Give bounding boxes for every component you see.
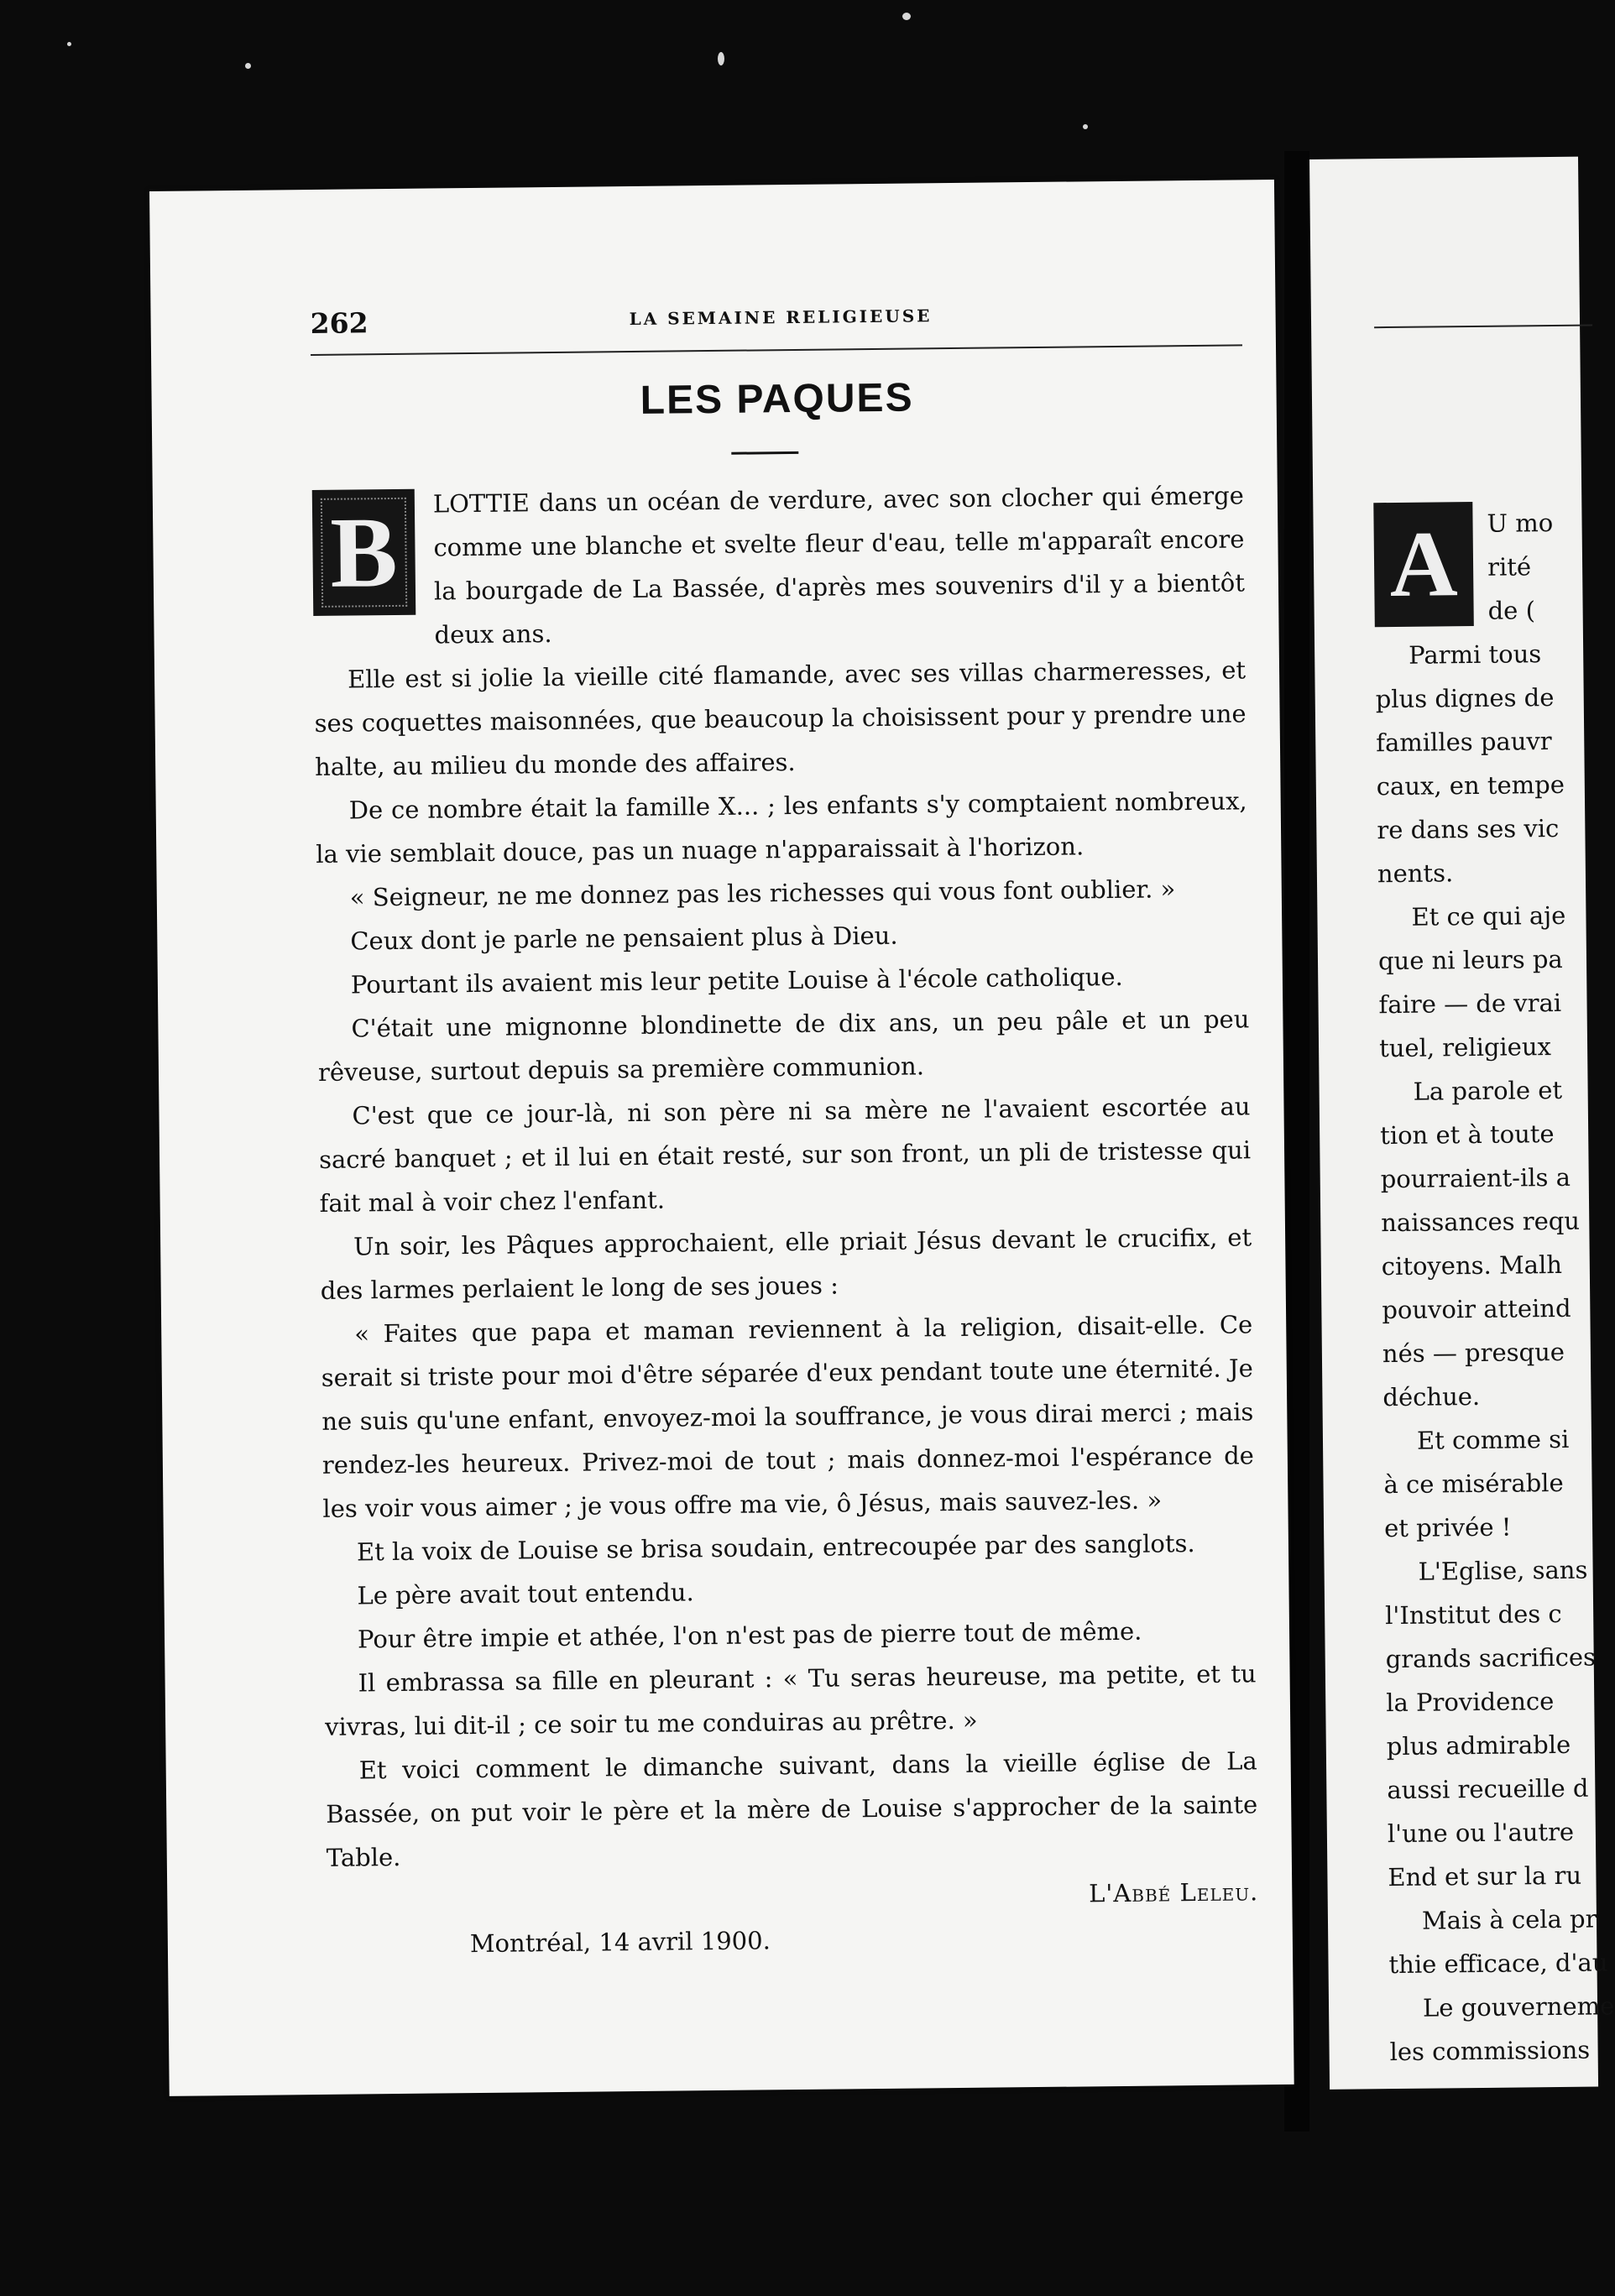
- adjacent-line: pourraient-ils a: [1380, 1162, 1571, 1194]
- adjacent-line: Parmi tous: [1409, 639, 1542, 670]
- paragraph: De ce nombre était la famille X... ; les enfants s'y comptaient nombreux, la vie semblait douce, pas un nuage n'apparaissait à l'horizon.: [316, 786, 1247, 869]
- adjacent-line: Et comme si: [1416, 1424, 1570, 1455]
- adjacent-line: nents.: [1377, 858, 1454, 889]
- paragraph: Pourtant ils avaient mis leur petite Louise à l'école catholique.: [350, 962, 1123, 999]
- paragraph: Et voici comment le dimanche suivant, dans la vieille église de La Bassée, on put voir le père et la mère de Louise s'approcher de la sainte Table.: [326, 1746, 1258, 1872]
- adjacent-line: thie efficace, d'au: [1388, 1948, 1608, 1980]
- adjacent-line: Et ce qui aje: [1411, 900, 1566, 931]
- paragraph: Pour être impie et athée, l'on n'est pas de pierre tout de même.: [357, 1616, 1142, 1654]
- scan-speck: [902, 13, 911, 20]
- running-title: LA SEMAINE RELIGIEUSE: [629, 305, 933, 330]
- paragraph: Et la voix de Louise se brisa soudain, entrecoupée par des sanglots.: [356, 1529, 1195, 1567]
- scanned-page: [149, 180, 1294, 2096]
- adjacent-line: de (: [1487, 596, 1536, 625]
- adjacent-page: [1309, 157, 1615, 2090]
- paragraph: C'est que ce jour-là, ni son père ni sa mère ne l'avaient escortée au sacré banquet ; et il lui en était resté, sur son front, un pli de tristesse qui fait mal à voir chez l'enfant.: [318, 1092, 1252, 1218]
- scan-speck: [1083, 124, 1088, 129]
- scan-speck: [67, 42, 71, 46]
- adjacent-line: aussi recueille d: [1387, 1773, 1589, 1805]
- adjacent-line: et privée !: [1383, 1512, 1512, 1543]
- drop-cap: [312, 489, 416, 616]
- adjacent-line: les commissions: [1389, 2035, 1591, 2067]
- paragraph: Elle est si jolie la vieille cité flamande, avec ses villas charmeresses, et ses coquettes maisonnées, que beaucoup la choisissent pour y prendre une halte, au milieu du monde des affaires.: [314, 655, 1247, 781]
- adjacent-line: La parole et: [1413, 1075, 1563, 1106]
- article-body: [312, 473, 1259, 1967]
- adjacent-line: déchue.: [1382, 1381, 1481, 1412]
- adjacent-header-rule: [1374, 324, 1592, 328]
- adjacent-line: re dans ses vic: [1377, 813, 1560, 845]
- dateline: Montréal, 14 avril 1900.: [469, 1926, 771, 1959]
- article-title: LES PAQUES: [640, 375, 914, 423]
- adjacent-line: U mo: [1487, 508, 1554, 538]
- adjacent-line: grands sacrifices: [1385, 1642, 1597, 1674]
- scan-speck: [718, 52, 724, 65]
- paragraph: C'était une mignonne blondinette de dix ans, un peu pâle et un peu rêveuse, surtout depuis sa première communion.: [317, 1004, 1250, 1087]
- adjacent-line: familles pauvr: [1376, 727, 1552, 758]
- header-rule: [311, 344, 1242, 356]
- adjacent-line: Le gouverneme: [1422, 1991, 1615, 2022]
- adjacent-line: l'Institut des c: [1384, 1599, 1562, 1631]
- adjacent-line: pouvoir atteind: [1382, 1293, 1571, 1325]
- adjacent-drop-cap: A: [1373, 502, 1474, 627]
- adjacent-line: L'Eglise, sans: [1418, 1555, 1588, 1586]
- adjacent-line: que ni leurs pa: [1377, 944, 1563, 976]
- paragraph: « Faites que papa et maman reviennent à la religion, disait-elle. Ce serait si triste pour moi d'être séparée d'eux pendant toute une éternité. Je ne suis qu'une enfant, envoyez-moi la souffrance, je vous dirai merci ; mais rendez-les heureux. Privez-moi de tout ; mais donnez-moi l'espérance de les voir vous aimer ; je vous offre ma vie, ô Jésus, mais sauvez-les. »: [321, 1310, 1255, 1523]
- adjacent-line: faire — de vrai: [1378, 988, 1562, 1020]
- page-header: [310, 297, 1241, 341]
- paragraph: Il embrassa sa fille en pleurant : « Tu seras heureuse, ma petite, et tu vivras, lui dit-il ; ce soir tu me conduiras au prêtre. »: [324, 1659, 1257, 1741]
- paragraph: LOTTIE dans un océan de verdure, avec son clocher qui émerge comme une blanche et svelte fleur d'eau, telle m'apparaît encore la bourgade de La Bassée, d'après mes souvenirs d'il y a bientôt deux ans.: [432, 481, 1246, 650]
- paragraph: « Seigneur, ne me donnez pas les richesses qui vous font oublier. »: [349, 874, 1176, 912]
- paragraph: Ceux dont je parle ne pensaient plus à Dieu.: [350, 921, 898, 956]
- adjacent-line: nés — presque: [1382, 1337, 1565, 1369]
- adjacent-line: à ce misérable: [1383, 1468, 1564, 1500]
- adjacent-line: la Providence: [1386, 1687, 1555, 1718]
- paragraph: Un soir, les Pâques approchaient, elle priait Jésus devant le crucifix, et des larmes perlaient le long de ses joues :: [320, 1223, 1252, 1305]
- adjacent-line: citoyens. Malh: [1381, 1250, 1563, 1281]
- adjacent-line: Mais à cela pr: [1421, 1904, 1597, 1935]
- adjacent-line: tion et à toute: [1380, 1119, 1555, 1151]
- scan-speck: [245, 63, 251, 69]
- drop-cap-letter: B: [329, 495, 399, 608]
- adjacent-page-text: [1373, 501, 1615, 2074]
- adjacent-line: caux, en tempe: [1376, 770, 1565, 801]
- paragraph: Le père avait tout entendu.: [357, 1578, 694, 1610]
- adjacent-line: End et sur la ru: [1388, 1860, 1582, 1892]
- adjacent-line: rité: [1487, 552, 1532, 582]
- adjacent-line: tuel, religieux: [1378, 1032, 1552, 1063]
- adjacent-line: plus dignes de: [1375, 682, 1555, 714]
- adjacent-line: plus admirable: [1386, 1730, 1571, 1761]
- author-signature: L'Abbé Leleu.: [1088, 1877, 1259, 1908]
- title-rule: [731, 451, 798, 455]
- adjacent-line: l'une ou l'autre: [1387, 1817, 1575, 1849]
- page-number: 262: [310, 306, 368, 341]
- adjacent-line: naissances requ: [1381, 1206, 1581, 1238]
